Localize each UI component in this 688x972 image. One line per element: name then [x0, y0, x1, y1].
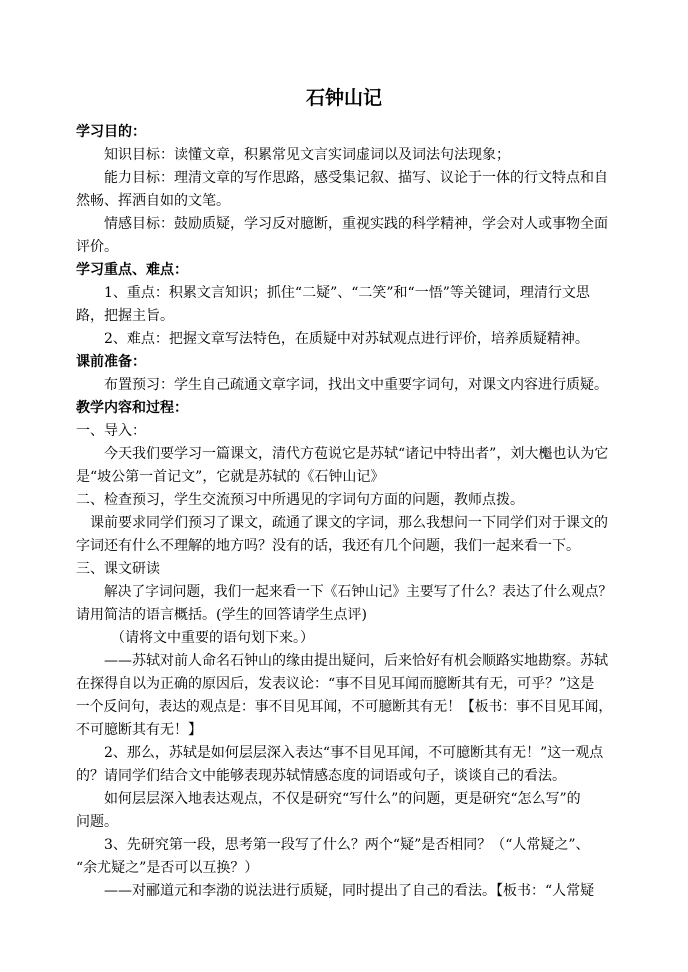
line-text: 请用简洁的语言概括。(学生的回答请学生点评)	[76, 607, 367, 623]
section-heading	[0, 258, 688, 282]
line-text: 情感目标：鼓励质疑，学习反对臆断，重视实践的科学精神，学会对人或事物全面	[104, 216, 608, 232]
line-text: 一、导入：	[76, 423, 146, 439]
body-text-line	[0, 511, 688, 535]
body-text-line	[0, 557, 688, 581]
line-text: 2、那么，苏轼是如何层层深入表达“事不目见耳闻，不可臆断其有无！”这一观点	[104, 745, 604, 761]
section-heading	[0, 350, 688, 374]
line-text: 解决了字词问题，我们一起来看一下《石钟山记》主要写了什么？表达了什么观点？	[104, 584, 613, 600]
line-text: 在探得自以为正确的原因后，发表议论：“事不目见耳闻而臆断其有无，可乎？”这是	[76, 676, 595, 692]
document-title: 石钟山记	[305, 87, 382, 109]
body-text-line	[0, 649, 688, 673]
body-text-line	[0, 143, 688, 167]
line-text: 评价。	[76, 239, 118, 255]
line-text: 二、检查预习，学生交流预习中所遇见的字词句方面的问题，教师点拨。	[76, 492, 524, 508]
line-text: 字词还有什么不理解的地方吗？没有的话，我还有几个问题，我们一起来看一下。	[76, 538, 580, 554]
body-text-line	[0, 603, 688, 627]
line-text: （请将文中重要的语句划下来。）	[111, 630, 314, 646]
line-text: ——对郦道元和李渤的说法进行质疑，同时提出了自己的看法。【板书：“人常疑	[104, 883, 595, 899]
line-text: 今天我们要学习一篇课文，清代方苞说它是苏轼“诸记中特出者”，刘大櫆也认为它	[104, 446, 609, 462]
body-text-line	[0, 718, 688, 742]
line-text: 学习重点、难点：	[76, 262, 188, 278]
line-text: 一个反问句，表达的观点是：事不目见耳闻，不可臆断其有无！【板书：事不目见耳闻，	[76, 699, 613, 715]
line-text: 布置预习：学生自己疏通文章字词，找出文中重要字词句，对课文内容进行质疑。	[104, 377, 608, 393]
body-text-line	[0, 580, 688, 604]
body-text-line	[0, 534, 688, 558]
body-text-line	[0, 488, 688, 512]
body-text-line	[0, 833, 688, 857]
line-text: 如何层层深入地表达观点，不仅是研究“写什么”的问题，更是研究“怎么写”的	[104, 791, 581, 807]
body-text-line	[0, 741, 688, 765]
section-heading	[0, 396, 688, 420]
line-text: 知识目标：读懂文章，积累常见文言实词虚词以及词法句法现象；	[104, 147, 510, 163]
body-text-line	[0, 419, 688, 443]
line-text: 教学内容和过程：	[76, 400, 188, 416]
body-text-line	[0, 856, 688, 880]
body-text-line	[0, 810, 688, 834]
body-text-line	[0, 166, 688, 190]
body-text-line	[0, 695, 688, 719]
body-text-line	[0, 212, 688, 236]
line-text: 3、先研究第一段，思考第一段写了什么？两个“疑”是否相同？（“人常疑之”、	[104, 837, 590, 853]
line-text: 三、课文研读	[76, 561, 160, 577]
body-text-line	[0, 442, 688, 466]
line-text: 问题。	[76, 814, 118, 830]
line-text: 的？请同学们结合文中能够表现苏轼情感态度的词语或句子，谈谈自己的看法。	[76, 768, 566, 784]
line-text: 路，把握主旨。	[76, 308, 174, 324]
line-text: ——苏轼对前人命名石钟山的缘由提出疑问，后来恰好有机会顺路实地勘察。苏轼	[104, 653, 608, 669]
body-text-line	[0, 879, 688, 903]
body-text-line	[0, 281, 688, 305]
body-text-line	[0, 465, 688, 489]
line-text: 课前要求同学们预习了课文，疏通了课文的字词，那么我想问一下同学们对于课文的	[90, 515, 608, 531]
body-text-line	[0, 373, 688, 397]
line-text: 能力目标：理清文章的写作思路，感受集记叙、描写、议论于一体的行文特点和自	[104, 170, 608, 186]
body-text-line	[0, 327, 688, 351]
line-text: 是“坡公第一首记文”，它就是苏轼的《石钟山记》	[76, 469, 385, 485]
body-text-line	[0, 626, 688, 650]
body-text-line	[0, 304, 688, 328]
line-text: 学习目的：	[76, 124, 146, 140]
line-text: 1、重点：积累文言知识；抓住“二疑”、“二笑”和“一悟”等关键词，理清行文思	[104, 285, 590, 301]
body-text-line	[0, 189, 688, 213]
body-text-line	[0, 787, 688, 811]
line-text: 课前准备：	[76, 354, 146, 370]
line-text: 然畅、挥洒自如的文笔。	[76, 193, 230, 209]
line-text: “余尤疑之”是否可以互换？）	[76, 860, 259, 876]
line-text: 不可臆断其有无！】	[76, 722, 202, 738]
body-text-line	[0, 672, 688, 696]
line-text: 2、难点：把握文章写法特色，在质疑中对苏轼观点进行评价，培养质疑精神。	[104, 331, 589, 347]
body-text-line	[0, 235, 688, 259]
section-heading	[0, 120, 688, 144]
body-text-line	[0, 764, 688, 788]
